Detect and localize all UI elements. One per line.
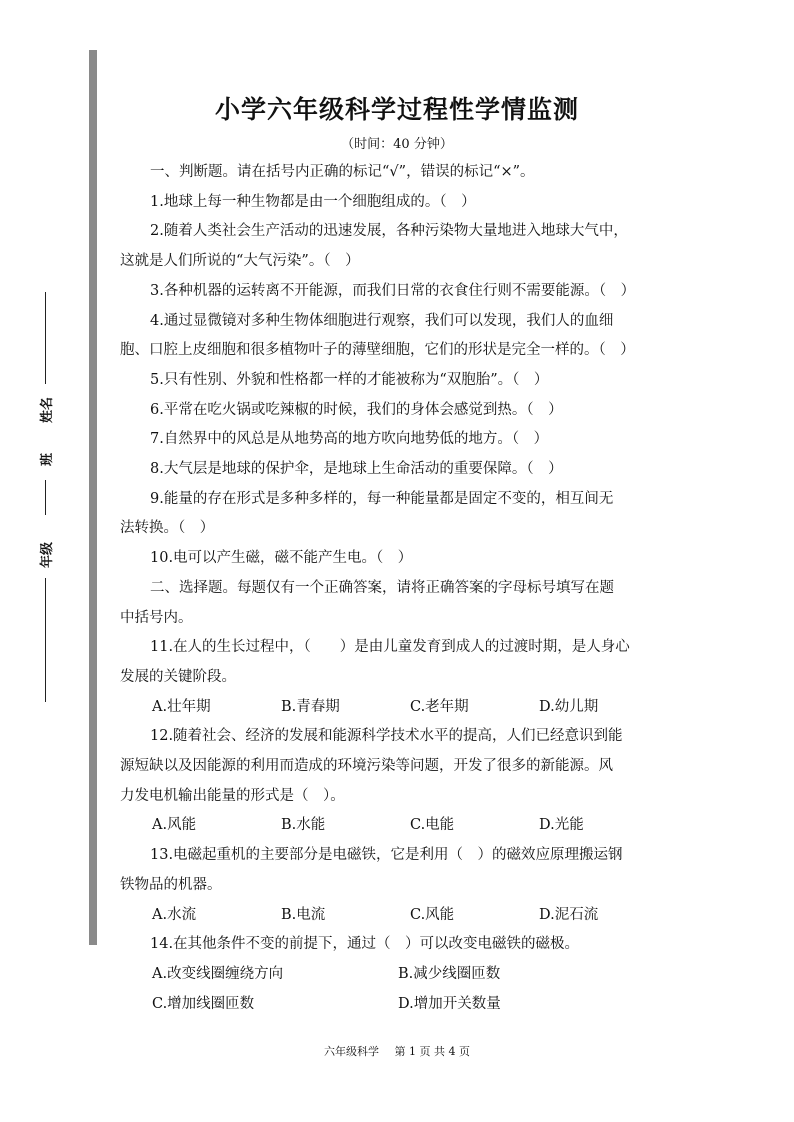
question-13-options <box>120 901 680 931</box>
option-b: B.减少线圈匝数 <box>398 965 501 982</box>
option-a: A.水流 <box>152 906 197 923</box>
question-11-options <box>120 693 680 723</box>
question-14-options-row1 <box>120 960 680 990</box>
binding-margin-bar <box>89 50 97 945</box>
question-11-line2: 发展的关键阶段。 <box>120 668 236 685</box>
question-12-line3: 力发电机输出能量的形式是（ ）。 <box>120 787 345 804</box>
exam-body <box>120 158 680 1019</box>
question-4-line2: 胞、口腔上皮细胞和很多植物叶子的薄壁细胞，它们的形状是完全一样的。（ ） <box>120 342 635 359</box>
question-10: 10.电可以产生磁，磁不能产生电。（ ） <box>150 550 413 567</box>
section2-heading-line1: 二、选择题。每题仅有一个正确答案，请将正确答案的字母标号填写在题 <box>150 579 614 596</box>
option-c: C.老年期 <box>410 698 469 715</box>
question-13-line1: 13.电磁起重机的主要部分是电磁铁，它是利用（ ）的磁效应原理搬运钢 <box>150 847 623 864</box>
footer-page-number: 第 1 页 共 4 页 <box>394 1045 470 1058</box>
option-d: D.光能 <box>539 817 584 834</box>
option-c: C.增加线圈匝数 <box>152 995 255 1012</box>
option-a: A.风能 <box>152 817 197 834</box>
question-5: 5.只有性别、外貌和性格都一样的才能被称为“双胞胎”。（ ） <box>150 371 549 388</box>
question-14-options-row2 <box>120 990 680 1020</box>
question-13-line2: 铁物品的机器。 <box>120 876 222 893</box>
question-7: 7.自然界中的风总是从地势高的地方吹向地势低的地方。（ ） <box>150 431 549 448</box>
option-c: C.风能 <box>410 906 455 923</box>
option-c: C.电能 <box>410 817 455 834</box>
option-a: A.壮年期 <box>152 698 211 715</box>
question-14: 14.在其他条件不变的前提下，通过（ ）可以改变电磁铁的磁极。 <box>150 936 580 953</box>
option-b: B.青春期 <box>281 698 340 715</box>
class-label: 班 <box>40 452 55 466</box>
question-9-line1: 9.能量的存在形式是多种多样的，每一种能量都是固定不变的，相互间无 <box>150 490 614 507</box>
option-d: D.增加开关数量 <box>398 995 501 1012</box>
footer-subject: 六年级科学 <box>324 1045 379 1058</box>
option-d: D.泥石流 <box>539 906 599 923</box>
question-12-line2: 源短缺以及因能源的利用而造成的环境污染等问题，开发了很多的新能源。风 <box>120 758 613 775</box>
question-9-line2: 法转换。（ ） <box>120 520 215 537</box>
grade-label: 年级 <box>40 541 55 568</box>
question-2-line2: 这就是人们所说的“大气污染”。（ ） <box>120 253 360 270</box>
question-1: 1.地球上每一种生物都是由一个细胞组成的。（ ） <box>150 193 476 210</box>
section1-heading: 一、判断题。请在括号内正确的标记“√”，错误的标记“×”。 <box>150 164 535 180</box>
question-4-line1: 4.通过显微镜对多种生物体细胞进行观察，我们可以发现，我们人的血细 <box>150 312 614 329</box>
class-blank-line <box>45 480 46 515</box>
option-b: B.电流 <box>281 906 326 923</box>
exam-duration: （时间：40 分钟） <box>341 137 453 152</box>
name-blank-line <box>45 292 46 384</box>
option-b: B.水能 <box>281 817 326 834</box>
section2-heading-line2: 中括号内。 <box>120 609 193 626</box>
question-12-line1: 12.随着社会、经济的发展和能源科学技术水平的提高，人们已经意识到能 <box>150 728 623 745</box>
question-6: 6.平常在吃火锅或吃辣椒的时候，我们的身体会感觉到热。（ ） <box>150 401 563 418</box>
question-8: 8.大气层是地球的保护伞，是地球上生命活动的重要保障。（ ） <box>150 461 563 478</box>
name-label: 姓名 <box>40 396 55 423</box>
question-12-options <box>120 811 680 841</box>
page-footer <box>0 1043 794 1059</box>
option-d: D.幼儿期 <box>539 698 599 715</box>
grade-blank-line <box>45 578 46 702</box>
option-a: A.改变线圈缠绕方向 <box>152 965 284 982</box>
question-3: 3.各种机器的运转离不开能源，而我们日常的衣食住行则不需要能源。（ ） <box>150 282 636 299</box>
page-title: 小学六年级科学过程性学情监测 <box>214 95 579 124</box>
question-11-line1: 11.在人的生长过程中，（ ）是由儿童发育到成人的过渡时期，是人身心 <box>150 639 630 656</box>
question-2-line1: 2.随着人类社会生产活动的迅速发展，各种污染物大量地进入地球大气中， <box>150 223 628 240</box>
